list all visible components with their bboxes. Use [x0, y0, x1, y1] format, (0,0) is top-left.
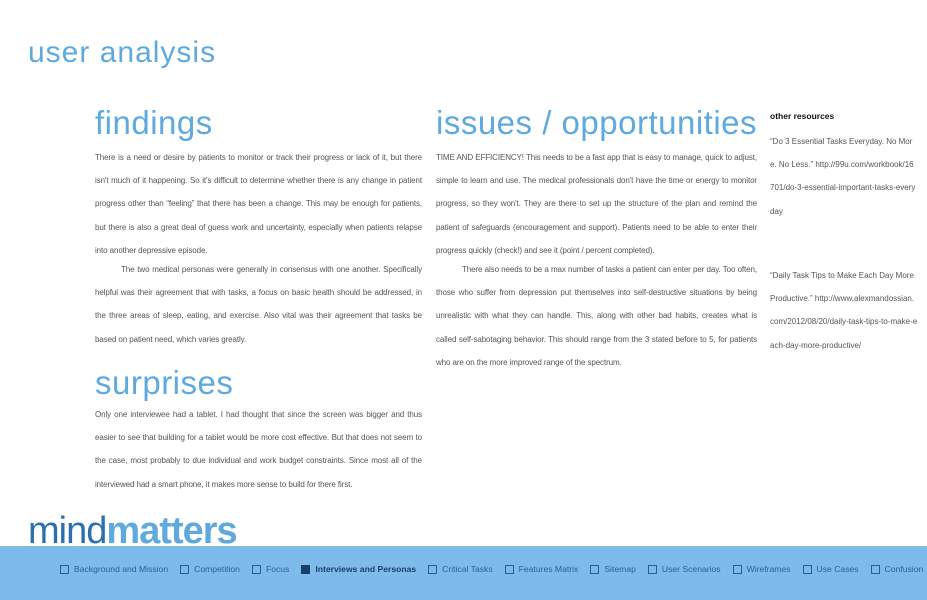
findings-heading: findings — [95, 104, 213, 141]
checkbox-empty-icon — [180, 565, 189, 574]
nav-item-label: Confusion — [884, 564, 924, 574]
nav-item-label: Use Cases — [816, 564, 859, 574]
nav-item-label: Focus — [265, 564, 290, 574]
logo-mind-text: mind — [28, 510, 107, 552]
logo-matters-text: matters — [106, 510, 237, 552]
nav-item-features-matrix[interactable] — [505, 564, 579, 574]
nav-item-sitemap[interactable] — [590, 564, 636, 574]
nav-item-use-cases[interactable] — [803, 564, 859, 574]
nav-item-critical-tasks[interactable] — [428, 564, 492, 574]
nav-item-label: Competition — [194, 564, 240, 574]
findings-paragraph-1: There is a need or desire by patients to monitor or track their progress or lack of it, but there isn't much of it happening. So it's difficult to determine whether there is any change in patient progress other than “feeling” that there has been a change. This may be enough for patients, but there is also a great deal of guess work and uncertainty, especially when patients relapse into another depressive episode. — [95, 153, 422, 255]
checkbox-empty-icon — [871, 565, 880, 574]
resource-link-1[interactable]: “Do 3 Essential Tasks Everyday. No More. No Less.” http://99u.com/workbook/16701/do-3-essential-important-tasks-everyday — [770, 137, 916, 216]
nav-item-label: User Scenarios — [661, 564, 721, 574]
checkbox-empty-icon — [60, 565, 69, 574]
surprises-paragraph: Only one interviewee had a tablet. I had thought that since the screen was bigger and thus easier to see that building for a tablet would be more cost effective. But that does not seem to the case, most probably to due individual and work budget constraints. Since most all of the interviewed had a smart phone, it makes more sense to build for there first. — [95, 410, 422, 489]
findings-paragraph-2: The two medical personas were generally in consensus with one another. Specifically helpful was their agreement that with tasks, a focus on basic health should be addressed, in the three areas of sleep, eating, and exercise. Also vital was their agreement that tasks be based on patient need, which varies greatly. — [95, 265, 422, 344]
mindmatters-logo — [28, 509, 237, 553]
checkbox-empty-icon — [803, 565, 812, 574]
checkbox-empty-icon — [252, 565, 261, 574]
issues-heading: issues / opportunities — [436, 104, 758, 141]
checkbox-empty-icon — [648, 565, 657, 574]
nav-item-label: Critical Tasks — [442, 564, 493, 574]
surprises-heading: surprises — [95, 364, 234, 401]
checkbox-empty-icon — [590, 565, 599, 574]
nav-item-label: Interviews and Personas — [315, 564, 417, 574]
checkbox-empty-icon — [428, 565, 437, 574]
other-resources-heading: other resources — [770, 111, 835, 121]
nav-item-confusion[interactable] — [871, 564, 924, 574]
checkbox-filled-icon — [301, 565, 310, 574]
page-title: user analysis — [28, 36, 217, 69]
nav-item-label: Wireframes — [746, 564, 791, 574]
nav-item-focus[interactable] — [252, 564, 289, 574]
issues-paragraph-1: TIME AND EFFICIENCY! This needs to be a fast app that is easy to manage, quick to adjust, simple to learn and use. The medical professionals don't have the time or energy to monitor progress, so they won't. They are there to set up the structure of the plan and remind the patient of safeguards (encouragement and support). Patients need to be able to enter their progress quickly (check!) and see it (point / percent completed). — [436, 153, 757, 255]
resource-link-2[interactable]: “Daily Task Tips to Make Each Day More Productive.” http://www.alexmandossian.com/2012/08/20/daily-task-tips-to-make-each-day-more-productive/ — [770, 271, 918, 350]
nav-item-user-scenarios[interactable] — [648, 564, 721, 574]
issues-paragraph-2: There also needs to be a max number of tasks a patient can enter per day. Too often, those who suffer from depression put themselves into self-destructive situations by being unrealistic with what they can handle. This, along with other bad habits, creates what is called self-sabotaging behavior. This should range from the 3 stated before to 5, for patients who are on the more improved range of the spectrum. — [436, 265, 757, 367]
nav-item-competition[interactable] — [180, 564, 240, 574]
nav-item-interviews-and-personas[interactable] — [301, 564, 416, 574]
section-nav — [60, 564, 927, 574]
nav-item-label: Sitemap — [604, 564, 636, 574]
checkbox-empty-icon — [505, 565, 514, 574]
nav-item-wireframes[interactable] — [733, 564, 791, 574]
nav-item-background-and-mission[interactable] — [60, 564, 168, 574]
nav-item-label: Background and Mission — [74, 564, 169, 574]
nav-item-label: Features Matrix — [518, 564, 579, 574]
checkbox-empty-icon — [733, 565, 742, 574]
